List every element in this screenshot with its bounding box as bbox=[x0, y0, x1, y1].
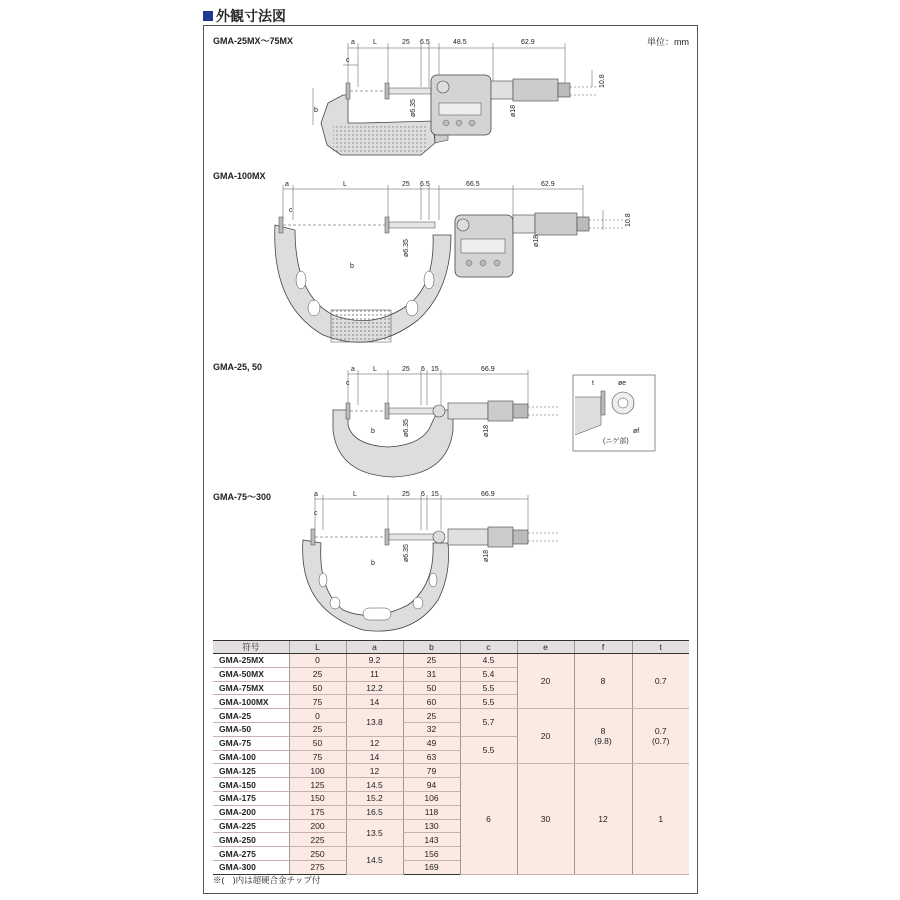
a-cell: 9.2 bbox=[346, 654, 403, 668]
model-cell: GMA-25MX bbox=[213, 654, 289, 668]
L-cell: 275 bbox=[289, 860, 346, 874]
dim3-sleeve-dia: ø18 bbox=[483, 424, 490, 437]
f-cell: 8 bbox=[574, 654, 632, 709]
col-header: b bbox=[403, 641, 460, 654]
model-cell: GMA-175 bbox=[213, 791, 289, 805]
dim1-25: 25 bbox=[402, 39, 410, 46]
col-header: e bbox=[517, 641, 574, 654]
drawing-label-3: GMA-25, 50 bbox=[213, 362, 263, 372]
a-cell: 15.2 bbox=[346, 791, 403, 805]
dim2-b: b bbox=[350, 263, 354, 270]
b-cell: 106 bbox=[403, 791, 460, 805]
model-cell: GMA-25 bbox=[213, 709, 289, 723]
dim3-a: a bbox=[351, 366, 355, 373]
dim3-15: 15 bbox=[431, 366, 439, 373]
detail-e: øe bbox=[618, 380, 627, 387]
col-header: f bbox=[574, 641, 632, 654]
b-cell: 143 bbox=[403, 833, 460, 847]
c-cell: 5.4 bbox=[460, 667, 517, 681]
e-cell: 20 bbox=[517, 709, 574, 764]
dim2-25: 25 bbox=[402, 181, 410, 188]
dim4-15: 15 bbox=[431, 491, 439, 498]
micrometer-drawings bbox=[203, 25, 698, 635]
model-cell: GMA-150 bbox=[213, 778, 289, 792]
b-cell: 49 bbox=[403, 736, 460, 750]
dim1-6_5: 6.5 bbox=[420, 39, 430, 46]
dim4-spindle-dia: ø6.35 bbox=[403, 544, 410, 562]
model-cell: GMA-300 bbox=[213, 860, 289, 874]
model-cell: GMA-50 bbox=[213, 722, 289, 736]
c-cell: 5.5 bbox=[460, 736, 517, 764]
L-cell: 50 bbox=[289, 736, 346, 750]
c-cell: 4.5 bbox=[460, 654, 517, 668]
c-cell: 5.5 bbox=[460, 681, 517, 695]
L-cell: 100 bbox=[289, 764, 346, 778]
dim1-sleeve-dia: ø18 bbox=[510, 104, 517, 117]
col-header: t bbox=[632, 641, 689, 654]
L-cell: 0 bbox=[289, 709, 346, 723]
b-cell: 63 bbox=[403, 750, 460, 764]
dim2-66_5: 66.5 bbox=[466, 181, 480, 188]
b-cell: 118 bbox=[403, 805, 460, 819]
dim4-25: 25 bbox=[402, 491, 410, 498]
col-header: 符号 bbox=[213, 641, 289, 654]
b-cell: 156 bbox=[403, 847, 460, 861]
table-row bbox=[213, 709, 689, 723]
b-cell: 130 bbox=[403, 819, 460, 833]
b-cell: 32 bbox=[403, 722, 460, 736]
t-cell: 1 bbox=[632, 764, 689, 874]
dim4-b: b bbox=[371, 560, 375, 567]
heading-square-icon bbox=[203, 11, 213, 21]
b-cell: 50 bbox=[403, 681, 460, 695]
a-cell: 14.5 bbox=[346, 778, 403, 792]
dim3-c: c bbox=[346, 380, 350, 387]
table-row bbox=[213, 764, 689, 778]
a-cell: 13.5 bbox=[346, 819, 403, 847]
drawing-label-1: GMA-25MX～75MX bbox=[213, 36, 294, 46]
dim3-spindle-dia: ø6.35 bbox=[403, 419, 410, 437]
t-value-carbide: (0.7) bbox=[652, 736, 670, 747]
b-cell: 25 bbox=[403, 654, 460, 668]
L-cell: 225 bbox=[289, 833, 346, 847]
a-cell: 11 bbox=[346, 667, 403, 681]
b-cell: 31 bbox=[403, 667, 460, 681]
L-cell: 200 bbox=[289, 819, 346, 833]
dim2-L: L bbox=[343, 181, 347, 188]
c-cell: 5.7 bbox=[460, 709, 517, 737]
model-cell: GMA-75 bbox=[213, 736, 289, 750]
model-cell: GMA-100 bbox=[213, 750, 289, 764]
L-cell: 75 bbox=[289, 695, 346, 709]
L-cell: 175 bbox=[289, 805, 346, 819]
L-cell: 125 bbox=[289, 778, 346, 792]
dim2-spindle-dia: ø6.35 bbox=[403, 239, 410, 257]
dim2-6_5: 6.5 bbox=[420, 181, 430, 188]
b-cell: 94 bbox=[403, 778, 460, 792]
dim1-c: c bbox=[346, 57, 350, 64]
col-header: a bbox=[346, 641, 403, 654]
a-cell: 12 bbox=[346, 764, 403, 778]
L-cell: 50 bbox=[289, 681, 346, 695]
dim2-sleeve-dia: ø18 bbox=[533, 234, 540, 247]
model-cell: GMA-50MX bbox=[213, 667, 289, 681]
drawing-3 bbox=[333, 366, 655, 477]
dim3-6: 6 bbox=[421, 366, 425, 373]
a-cell: 14 bbox=[346, 750, 403, 764]
detail-t: t bbox=[592, 380, 594, 387]
model-cell: GMA-125 bbox=[213, 764, 289, 778]
e-cell: 30 bbox=[517, 764, 574, 874]
dim1-b: b bbox=[314, 107, 318, 114]
f-cell bbox=[574, 709, 632, 764]
dim4-6: 6 bbox=[421, 491, 425, 498]
model-cell: GMA-75MX bbox=[213, 681, 289, 695]
b-cell: 60 bbox=[403, 695, 460, 709]
model-cell: GMA-225 bbox=[213, 819, 289, 833]
unit-label: 単位：mm bbox=[647, 37, 689, 47]
drawing-label-4: GMA-75～300 bbox=[213, 492, 272, 502]
dim4-66_9: 66.9 bbox=[481, 491, 495, 498]
dim1-62_9: 62.9 bbox=[521, 39, 535, 46]
dim2-10_8: 10.8 bbox=[625, 213, 632, 227]
model-cell: GMA-200 bbox=[213, 805, 289, 819]
dim4-sleeve-dia: ø18 bbox=[483, 549, 490, 562]
c-cell: 5.5 bbox=[460, 695, 517, 709]
L-cell: 75 bbox=[289, 750, 346, 764]
b-cell: 79 bbox=[403, 764, 460, 778]
a-cell: 12 bbox=[346, 736, 403, 750]
L-cell: 0 bbox=[289, 654, 346, 668]
t-cell: 0.7 bbox=[632, 654, 689, 709]
c-cell: 6 bbox=[460, 764, 517, 874]
f-value-carbide: (9.8) bbox=[594, 736, 612, 747]
dim4-c: c bbox=[314, 510, 318, 517]
spec-table bbox=[213, 640, 689, 875]
dim2-a: a bbox=[285, 181, 289, 188]
col-header: c bbox=[460, 641, 517, 654]
b-cell: 169 bbox=[403, 860, 460, 874]
L-cell: 150 bbox=[289, 791, 346, 805]
model-cell: GMA-275 bbox=[213, 847, 289, 861]
dim1-10_8: 10.8 bbox=[599, 74, 606, 88]
a-cell: 14 bbox=[346, 695, 403, 709]
b-cell: 25 bbox=[403, 709, 460, 723]
heading-text: 外観寸法図 bbox=[216, 9, 286, 25]
section-heading bbox=[203, 6, 286, 26]
a-cell: 14.5 bbox=[346, 847, 403, 875]
L-cell: 250 bbox=[289, 847, 346, 861]
dim4-L: L bbox=[353, 491, 357, 498]
t-cell bbox=[632, 709, 689, 764]
L-cell: 25 bbox=[289, 667, 346, 681]
dim3-L: L bbox=[373, 366, 377, 373]
model-cell: GMA-250 bbox=[213, 833, 289, 847]
dim1-L: L bbox=[373, 39, 377, 46]
drawing-label-2: GMA-100MX bbox=[213, 171, 266, 181]
dim1-a: a bbox=[351, 39, 355, 46]
drawing-1 bbox=[313, 39, 606, 155]
dim3-25: 25 bbox=[402, 366, 410, 373]
dim4-a: a bbox=[314, 491, 318, 498]
e-cell: 20 bbox=[517, 654, 574, 709]
drawing-2 bbox=[275, 181, 632, 342]
dim1-spindle-dia: ø6.35 bbox=[410, 99, 417, 117]
dim1-48_5: 48.5 bbox=[453, 39, 467, 46]
col-header: L bbox=[289, 641, 346, 654]
t-value: 0.7 bbox=[654, 726, 667, 737]
f-value: 8 bbox=[600, 726, 606, 737]
drawing-4 bbox=[303, 491, 558, 631]
f-cell: 12 bbox=[574, 764, 632, 874]
dim3-b: b bbox=[371, 428, 375, 435]
dim3-66_9: 66.9 bbox=[481, 366, 495, 373]
L-cell: 25 bbox=[289, 722, 346, 736]
detail-caption: (ニゲ部) bbox=[603, 438, 629, 445]
table-row bbox=[213, 654, 689, 668]
dim2-c: c bbox=[289, 207, 293, 214]
a-cell: 13.8 bbox=[346, 709, 403, 737]
a-cell: 16.5 bbox=[346, 805, 403, 819]
a-cell: 12.2 bbox=[346, 681, 403, 695]
table-header-row bbox=[213, 641, 689, 654]
footnote: ※( )内は超硬合金チップ付 bbox=[213, 875, 321, 885]
detail-f: øf bbox=[633, 428, 640, 435]
dim2-62_9: 62.9 bbox=[541, 181, 555, 188]
model-cell: GMA-100MX bbox=[213, 695, 289, 709]
